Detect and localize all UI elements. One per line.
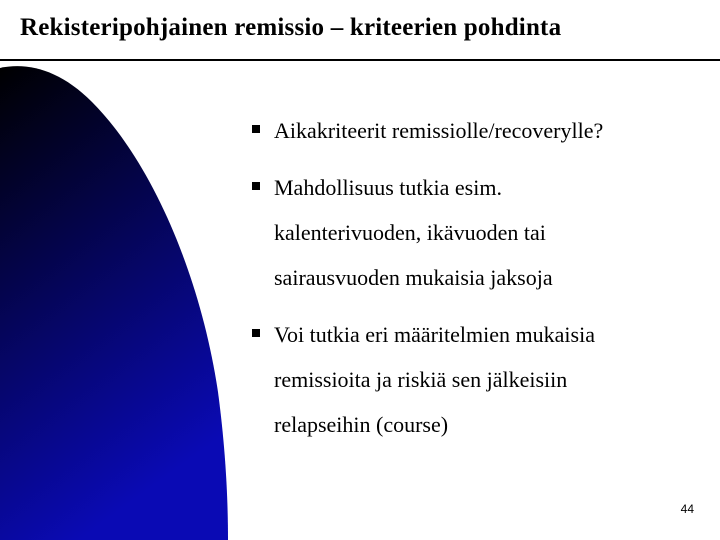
bullet-text-line: remissioita ja riskiä sen jälkeisiin — [274, 367, 568, 392]
bullet-text-line: relapseihin (course) — [274, 412, 449, 437]
bullet-text-line: sairausvuoden mukaisia jaksoja — [274, 265, 553, 290]
bullet-text-line: Aikakriteerit remissiolle/recoverylle? — [274, 118, 604, 143]
square-bullet-icon — [252, 182, 260, 190]
decorative-gradient-shape — [0, 62, 230, 540]
bullet-list — [248, 108, 708, 459]
page-number: 44 — [680, 502, 694, 516]
bullet-text-line: kalenterivuoden, ikävuoden tai — [274, 220, 546, 245]
square-bullet-icon — [252, 329, 260, 337]
bullet-text-line: Voi tutkia eri määritelmien mukaisia — [274, 322, 595, 347]
square-bullet-icon — [252, 125, 260, 133]
bullet-item — [248, 312, 708, 447]
slide-title: Rekisteripohjainen remissio – kriteerien pohdinta — [20, 14, 562, 41]
gradient-shape-path — [0, 66, 228, 540]
bullet-item — [248, 108, 708, 153]
bullet-item — [248, 165, 708, 300]
bullet-text-line: Mahdollisuus tutkia esim. — [274, 175, 502, 200]
title-divider — [0, 59, 720, 61]
